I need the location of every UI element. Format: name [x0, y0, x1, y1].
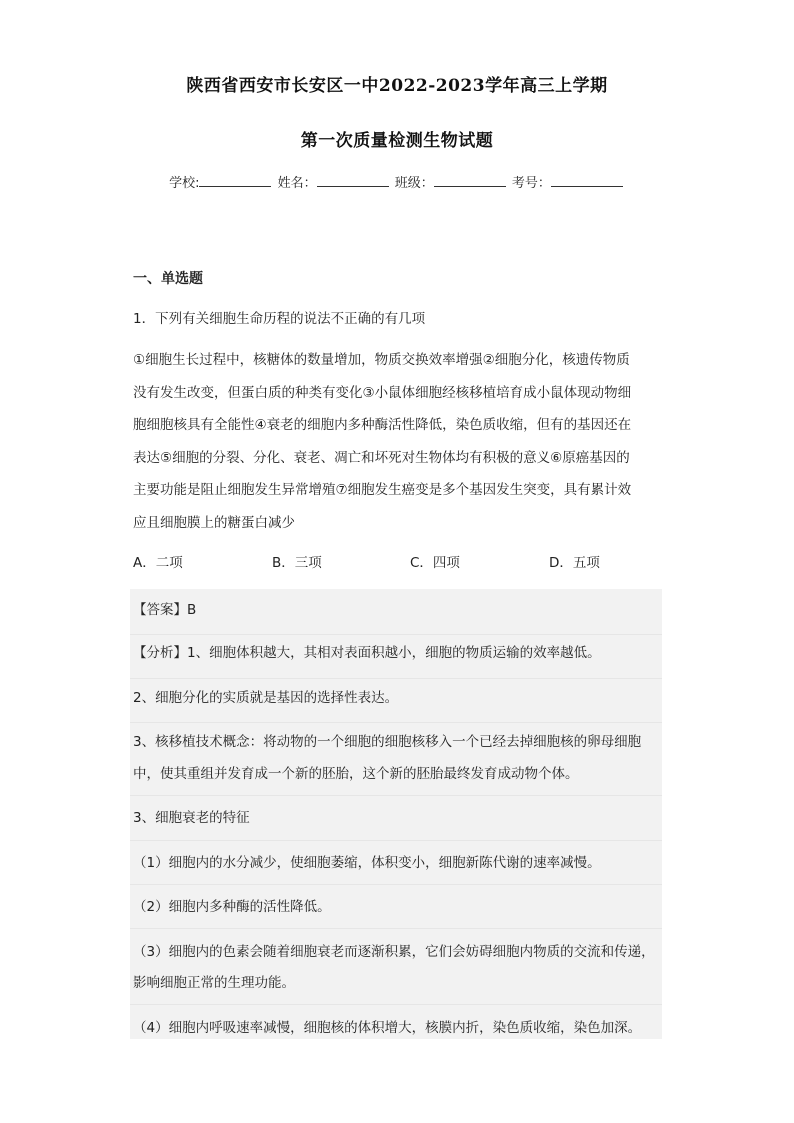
analysis-line: （1）细胞内的水分减少，使细胞萎缩，体积变小，细胞新陈代谢的速率减慢。 [133, 855, 601, 871]
question-body-line: 主要功能是阻止细胞发生异常增殖⑦细胞发生癌变是多个基因发生突变，具有累计效 [133, 482, 632, 498]
number-blank[interactable] [551, 174, 623, 187]
divider [130, 840, 662, 841]
divider [130, 795, 662, 796]
divider [130, 884, 662, 885]
analysis-line: （4）细胞内呼吸速率减慢，细胞核的体积增大，核膜内折，染色质收缩，染色加深。 [133, 1020, 642, 1036]
divider [130, 634, 662, 635]
question-body-line: 应且细胞膜上的糖蛋白减少 [133, 514, 295, 531]
name-label: 姓名： [277, 176, 317, 191]
question-body-line: 没有发生改变，但蛋白质的种类有变化③小鼠体细胞经核移植培育成小鼠体现动物细 [133, 384, 632, 401]
school-blank[interactable] [199, 174, 271, 187]
section-heading: 一、单选题 [133, 271, 203, 287]
divider [130, 928, 662, 929]
analysis-line: 影响细胞正常的生理功能。 [133, 975, 295, 991]
divider [130, 678, 662, 679]
analysis-line: 3、细胞衰老的特征 [133, 810, 250, 826]
option-a[interactable]: A．二项 [133, 555, 183, 571]
analysis-line: 【分析】1、细胞体积越大，其相对表面积越小，细胞的物质运输的效率越低。 [133, 645, 601, 661]
question-body [133, 344, 663, 539]
option-d[interactable]: D．五项 [549, 555, 600, 571]
class-label: 班级： [394, 176, 434, 191]
question-stem: 1．下列有关细胞生命历程的说法不正确的有几项 [133, 311, 426, 327]
student-info-line [0, 172, 794, 191]
divider [130, 722, 662, 723]
option-b[interactable]: B．三项 [272, 555, 322, 571]
analysis-line: （2）细胞内多种酶的活性降低。 [133, 899, 331, 915]
question-body-line: ①细胞生长过程中，核糖体的数量增加，物质交换效率增强②细胞分化，核遗传物质 [133, 352, 630, 368]
title-line-1: 陕西省西安市长安区一中2022-2023学年高三上学期 [186, 76, 608, 96]
answer-label: 【答案】B [133, 602, 197, 618]
analysis-line: （3）细胞内的色素会随着细胞衰老而逐渐积累，它们会妨碍细胞内物质的交流和传递， [133, 944, 655, 960]
analysis-line: 2、细胞分化的实质就是基因的选择性表达。 [133, 690, 399, 706]
question-body-line: 胞细胞核具有全能性④衰老的细胞内多种酶活性降低，染色质收缩，但有的基因还在 [133, 417, 632, 433]
option-c[interactable]: C．四项 [410, 555, 460, 571]
analysis-line: 3、核移植技术概念：将动物的一个细胞的细胞核移入一个已经去掉细胞核的卵母细胞 [133, 734, 642, 750]
divider [130, 1004, 662, 1005]
school-label: 学校: [169, 176, 200, 191]
analysis-line: 中，使其重组并发育成一个新的胚胎，这个新的胚胎最终发育成动物个体。 [133, 766, 579, 782]
question-body-line: 表达⑤细胞的分裂、分化、衰老、凋亡和坏死对生物体均有积极的意义⑥原癌基因的 [133, 449, 630, 466]
name-blank[interactable] [317, 174, 389, 187]
number-label: 考号： [511, 176, 551, 191]
title-line-2: 第一次质量检测生物试题 [300, 131, 494, 151]
class-blank[interactable] [434, 174, 506, 187]
